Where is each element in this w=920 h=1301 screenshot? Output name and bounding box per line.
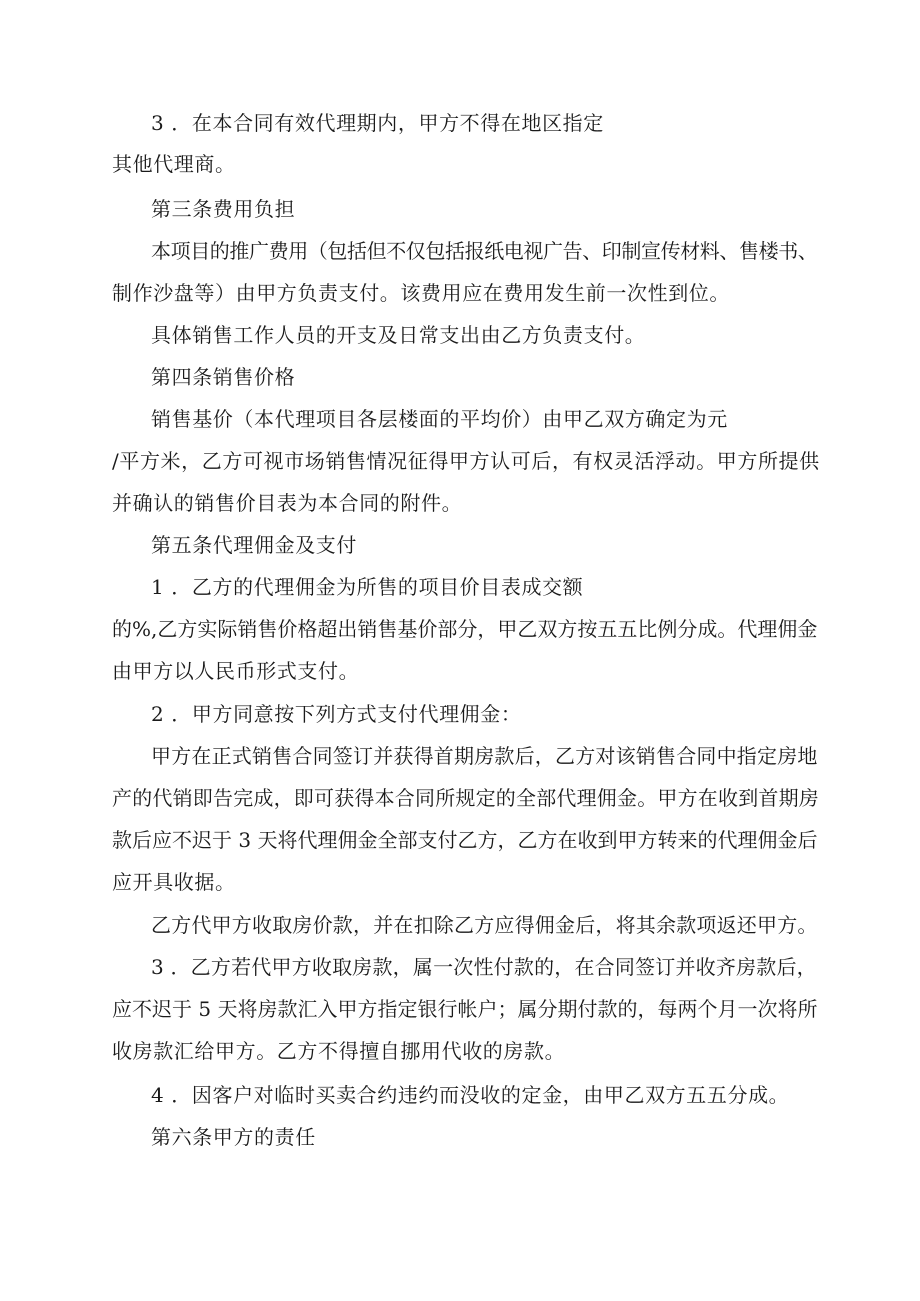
promotion-cost-paragraph: 本项目的推广费用（包括但不仅包括报纸电视广告、印制宣传材料、售楼书、 [151, 239, 818, 263]
article-5-heading: 第五条代理佣金及支付 [151, 533, 357, 557]
commission-clause-4: 4 ．因客户对临时买卖合约违约而没收的定金，由甲乙双方五五分成。 [151, 1083, 790, 1107]
base-price-continuation-2: 并确认的销售价目表为本合同的附件。 [112, 491, 463, 515]
staff-expense-paragraph: 具体销售工作人员的开支及日常支出由乙方负责支付。 [151, 323, 646, 347]
clause-3-continuation: 其他代理商。 [112, 152, 236, 176]
article-4-heading: 第四条销售价格 [151, 365, 296, 389]
price-collection-paragraph: 乙方代甲方收取房价款，并在扣除乙方应得佣金后，将其余款项返还甲方。 [151, 913, 818, 937]
article-3-heading: 第三条费用负担 [151, 197, 296, 221]
article-6-heading: 第六条甲方的责任 [151, 1125, 316, 1149]
commission-clause-1-continuation-2: 由甲方以人民币形式支付。 [112, 659, 360, 683]
commission-clause-2: 2 ．甲方同意按下列方式支付代理佣金： [151, 702, 522, 726]
commission-clause-3: 3 ．乙方若代甲方收取房款，属一次性付款的，在合同签订并收齐房款后， [151, 955, 817, 979]
payment-method-continuation-3: 应开具收据。 [112, 870, 236, 894]
base-price-paragraph: 销售基价（本代理项目各层楼面的平均价）由甲乙双方确定为元 [151, 407, 728, 431]
promotion-cost-continuation: 制作沙盘等）由甲方负责支付。该费用应在费用发生前一次性到位。 [112, 281, 730, 305]
commission-clause-3-continuation-1: 应不迟于 5 天将房款汇入甲方指定银行帐户；属分期付款的，每两个月一次将所 [112, 997, 818, 1021]
commission-clause-3-continuation-2: 收房款汇给甲方。乙方不得擅自挪用代收的房款。 [112, 1039, 566, 1063]
base-price-continuation-1: /平方米，乙方可视市场销售情况征得甲方认可后，有权灵活浮动。甲方所提供 [112, 449, 820, 473]
payment-method-continuation-1: 产的代销即告完成，即可获得本合同所规定的全部代理佣金。甲方在收到首期房 [112, 786, 819, 810]
clause-3-no-other-agents: 3 ．在本合同有效代理期内，甲方不得在地区指定 [151, 111, 604, 135]
payment-method-continuation-2: 款后应不迟于 3 天将代理佣金全部支付乙方，乙方在收到甲方转来的代理佣金后 [112, 828, 818, 852]
commission-clause-1: 1 ．乙方的代理佣金为所售的项目价目表成交额 [151, 575, 584, 599]
commission-clause-1-continuation-1: 的%,乙方实际销售价格超出销售基价部分，甲乙双方按五五比例分成。代理佣金 [112, 617, 818, 641]
payment-method-paragraph: 甲方在正式销售合同签订并获得首期房款后，乙方对该销售合同中指定房地 [151, 744, 818, 768]
